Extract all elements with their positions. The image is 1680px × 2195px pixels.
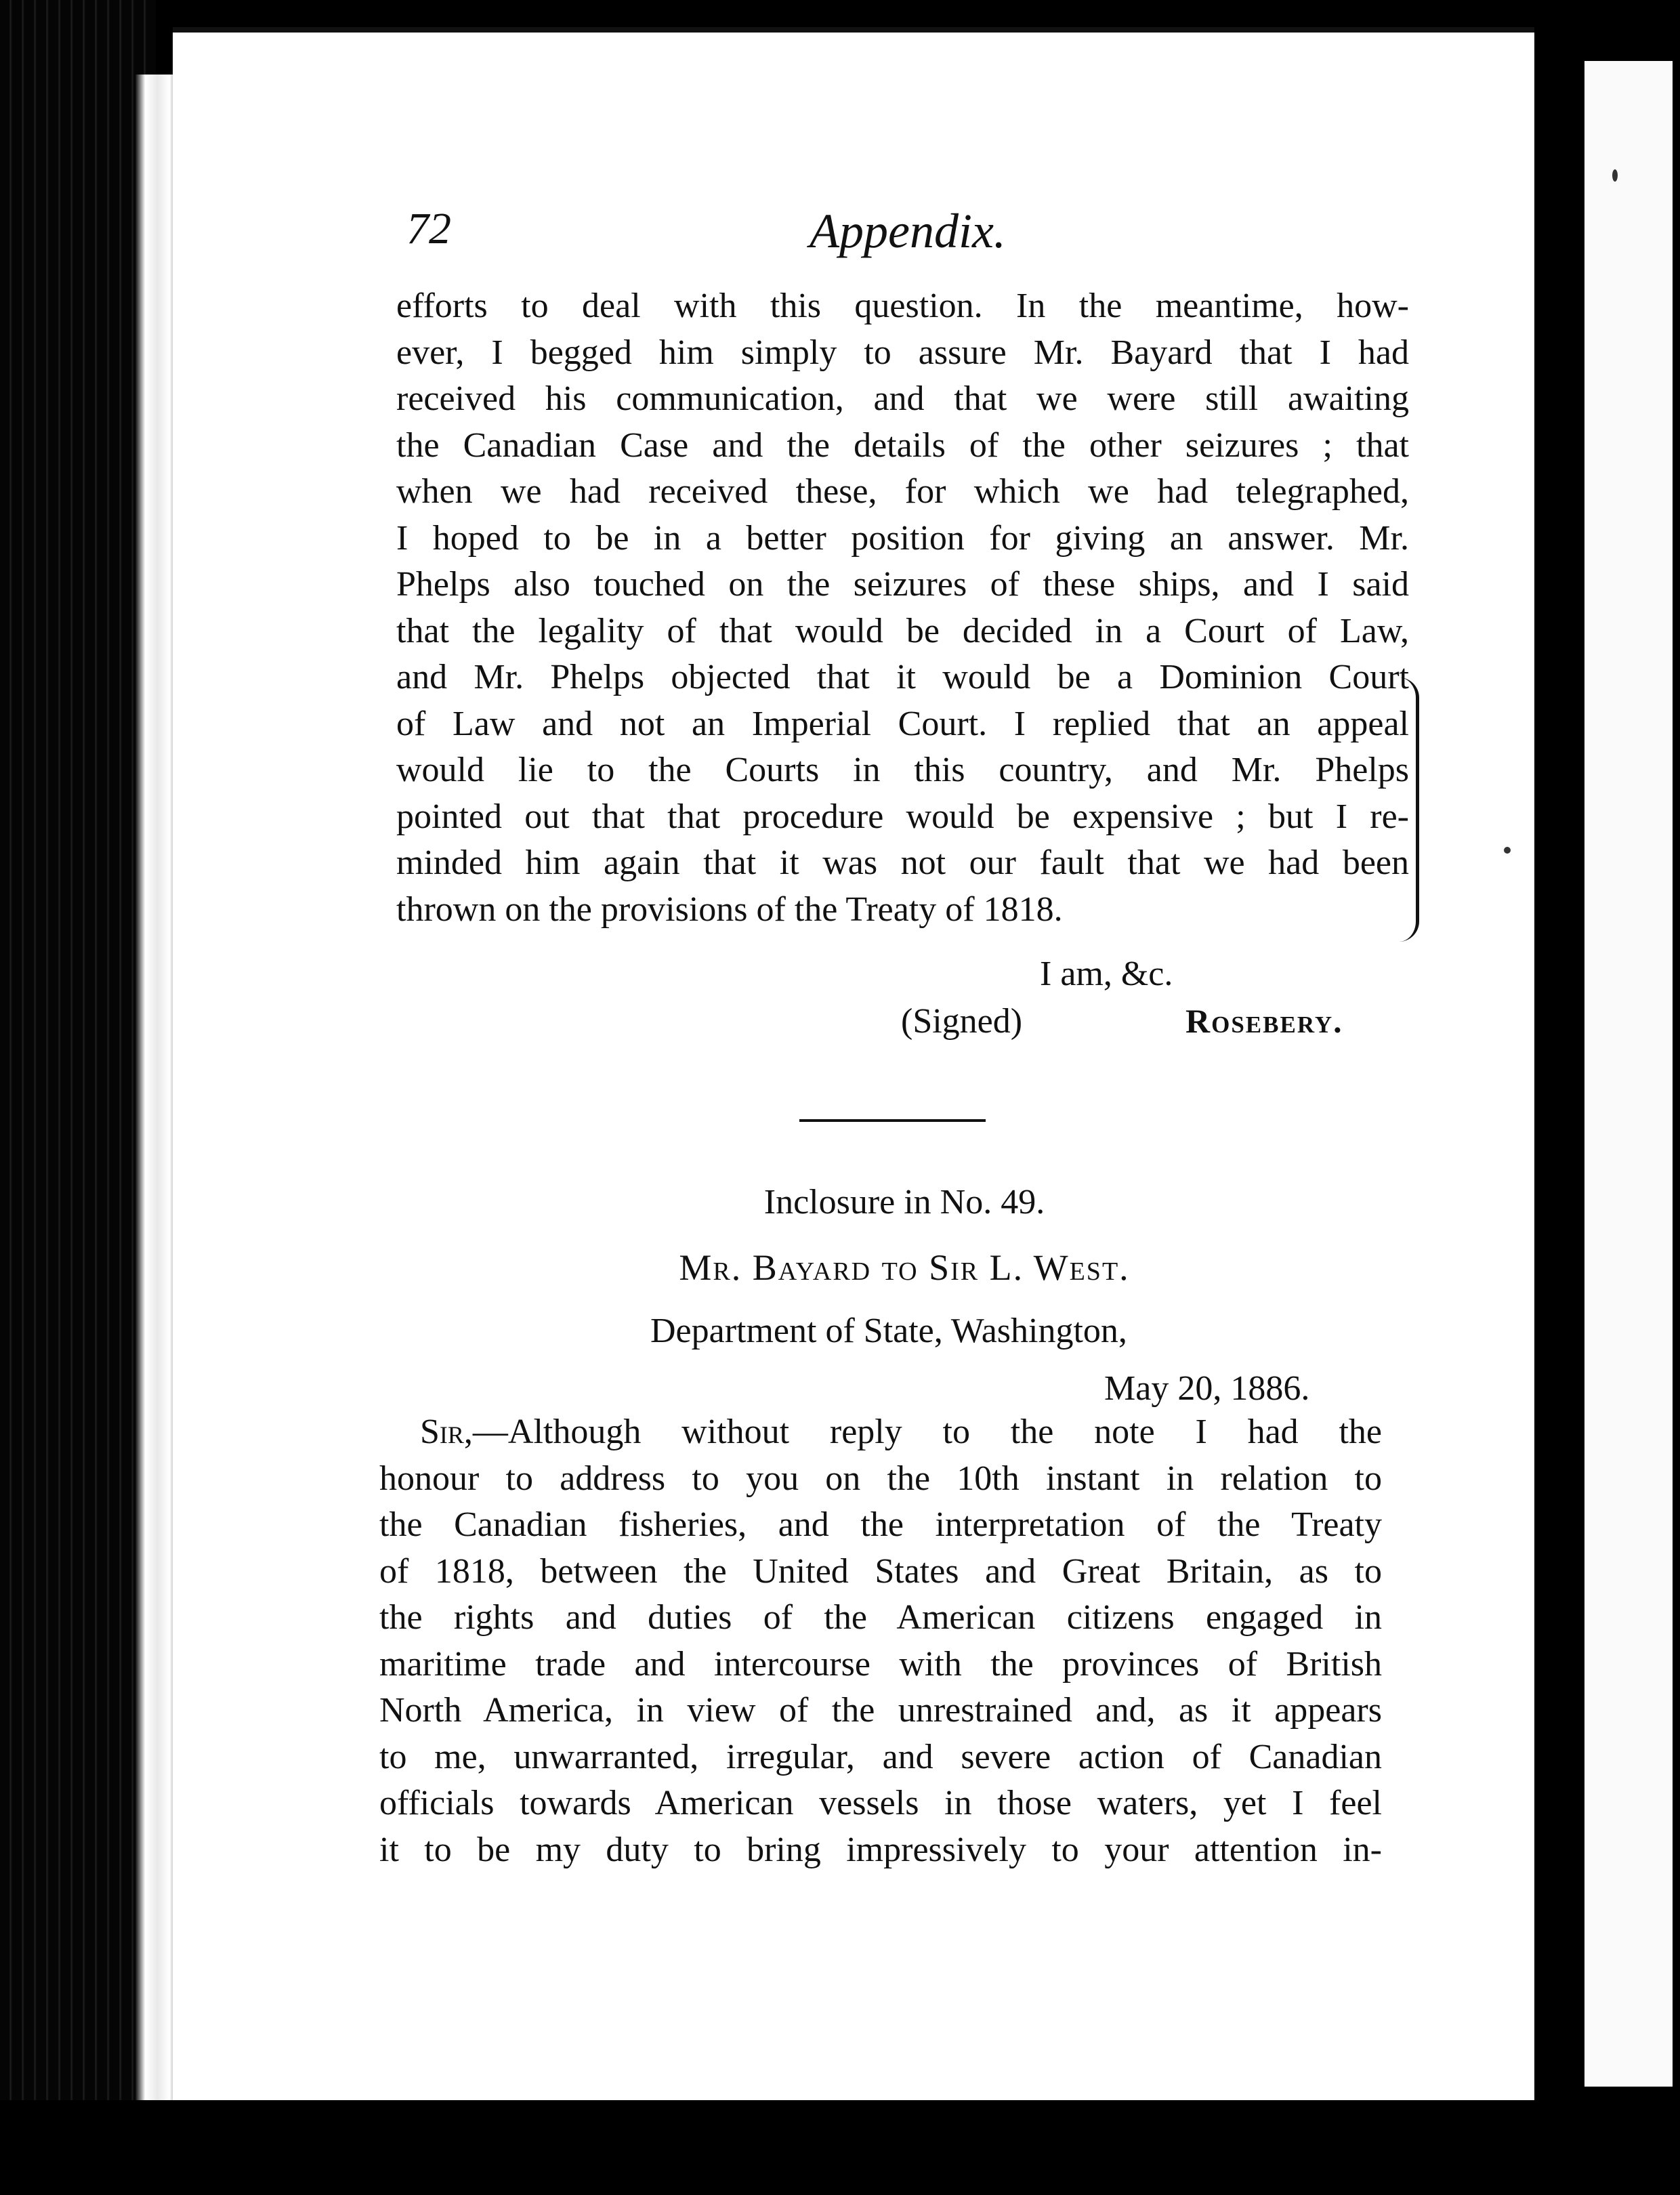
salutation: Sir, [420, 1413, 473, 1451]
text-line: to me, unwarranted, irregular, and severe action of Canadian [379, 1737, 1382, 1776]
text-line: of Law and not an Imperial Court. I replied that an appeal [396, 704, 1409, 743]
text-line: minded him again that it was not our fault that we had been [396, 843, 1409, 882]
text-line: that the legality of that would be decided in a Court of Law, [396, 611, 1409, 650]
running-head: Appendix. [810, 204, 1006, 258]
text-line: would lie to the Courts in this country, and Mr. Phelps [396, 751, 1409, 789]
signed-label: (Signed) [901, 1002, 1023, 1041]
next-page-edge [1582, 61, 1673, 2087]
bottom-border [0, 2100, 1680, 2195]
text-line: the Canadian fisheries, and the interpretation of the Treaty [379, 1505, 1382, 1544]
ink-speck [1504, 847, 1511, 854]
text-line: efforts to deal with this question. In the meantime, how- [396, 287, 1409, 325]
text-line: maritime trade and intercourse with the provinces of British [379, 1644, 1382, 1684]
text-line: received his communication, and that we were still awaiting [396, 379, 1409, 418]
body-paragraph-2 [379, 1409, 1382, 1873]
letter-date: May 20, 1886. [1104, 1369, 1310, 1408]
text-line: the Canadian Case and the details of the other seizures ; that [396, 425, 1409, 465]
text-line: thrown on the provisions of the Treaty of 1818. [396, 890, 1063, 929]
page-number: 72 [406, 204, 451, 253]
ink-speck [1612, 169, 1618, 182]
text-line: North America, in view of the unrestrained and, as it appears [379, 1691, 1382, 1730]
text-line: honour to address to you on the 10th instant in relation to [379, 1459, 1382, 1498]
text-line: I hoped to be in a better position for giving an answer. Mr. [396, 518, 1409, 558]
text-line: Phelps also touched on the seizures of these ships, and I said [396, 565, 1409, 604]
page-header [406, 203, 1395, 264]
margin-bracket-mark [1395, 677, 1419, 942]
text-line: ever, I begged him simply to assure Mr. Bayard that I had [396, 333, 1409, 372]
letter-addressee: Mr. Bayard to Sir L. West. [679, 1247, 1130, 1288]
text-line: pointed out that that procedure would be expensive ; but I re- [396, 797, 1409, 836]
section-divider [799, 1119, 986, 1122]
text-line: it to be my duty to bring impressively to your attention in- [379, 1830, 1382, 1869]
text-line: and Mr. Phelps objected that it would be a Dominion Court [396, 658, 1409, 696]
inclosure-heading: Inclosure in No. 49. [763, 1183, 1045, 1221]
text-line: when we had received these, for which we had telegraphed, [396, 472, 1409, 511]
text-line-first [379, 1409, 1382, 1456]
text-line: officials towards American vessels in those waters, yet I feel [379, 1784, 1382, 1822]
text-line: the rights and duties of the American citizens engaged in [379, 1598, 1382, 1637]
complimentary-close: I am, &c. [1040, 955, 1173, 993]
signature-name: Rosebery. [1185, 1002, 1343, 1040]
text-line: of 1818, between the United States and Great Britain, as to [379, 1551, 1382, 1591]
text-line-rest: —Although without reply to the note I had the [472, 1413, 1382, 1451]
letter-closing [396, 954, 1412, 1049]
letter-place: Department of State, Washington, [650, 1312, 1127, 1350]
body-paragraph-1 [396, 283, 1409, 933]
book-binding [0, 0, 156, 2195]
